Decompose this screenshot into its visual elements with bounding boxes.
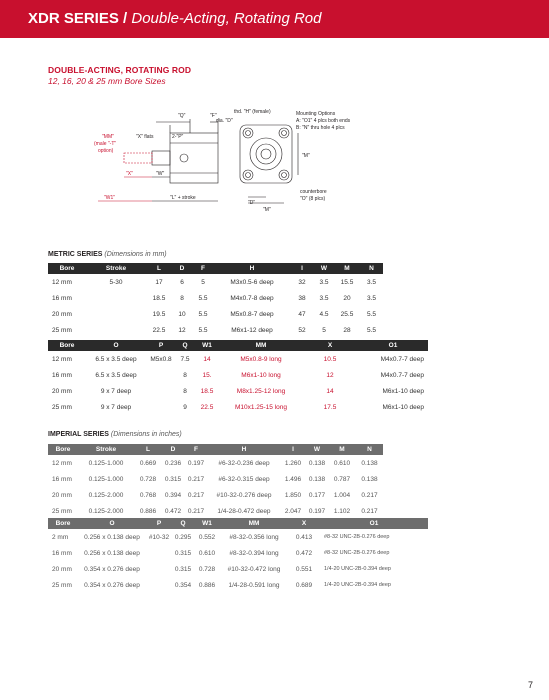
cell: 6	[180, 278, 184, 286]
cell: 5-30	[109, 278, 123, 286]
cell: M6x1-10 deep	[382, 387, 424, 395]
cell: 0.315	[164, 475, 182, 483]
cell	[146, 399, 176, 415]
cell: 0.315	[174, 549, 192, 557]
cell: 3.5	[366, 278, 377, 286]
cell: 0.138	[361, 475, 378, 483]
label-m-bottom: "M"	[263, 207, 271, 213]
cell: 0.768	[139, 491, 157, 499]
cell: 16 mm	[52, 549, 72, 557]
header-n: N	[356, 444, 383, 455]
header-p: P	[146, 518, 172, 529]
cell: 0.217	[361, 507, 378, 515]
cell: 0.669	[139, 459, 157, 467]
cell: 20 mm	[52, 310, 72, 318]
label-mount-a: A: "O1" 4 plcs both ends	[296, 118, 351, 124]
cell: 1.850	[284, 491, 302, 499]
cell: 5.5	[366, 326, 377, 334]
cell: 0.125-2.000	[88, 507, 124, 515]
label-m-side: "M"	[302, 153, 310, 159]
header-q: Q	[176, 340, 194, 351]
cell	[86, 306, 146, 322]
cell: 0.217	[361, 491, 378, 499]
header-f: F	[192, 263, 214, 274]
cylinder-body	[170, 133, 218, 183]
cell: 3.5	[319, 278, 329, 286]
cell: 5.5	[198, 326, 208, 334]
cell: M4x0.7-8 deep	[230, 294, 274, 302]
cell: 2 mm	[52, 533, 69, 541]
table-row	[48, 577, 428, 593]
cell	[86, 322, 146, 338]
header-i: I	[280, 444, 306, 455]
header-i: I	[290, 263, 314, 274]
imperial-table-2	[48, 518, 428, 593]
table-row	[48, 487, 383, 503]
cell: 0.354	[174, 581, 192, 589]
header-d: D	[172, 263, 192, 274]
cell: 1.496	[284, 475, 302, 483]
section-subtitle: 12, 16, 20 & 25 mm Bore Sizes	[48, 76, 166, 86]
metric-table-2	[48, 340, 428, 415]
title-separator: /	[123, 10, 128, 27]
cell: 20	[343, 294, 351, 302]
cell: 0.125-2.000	[88, 491, 124, 499]
label-x-flats: "X" flats	[136, 134, 154, 140]
cell: #8-32 UNC-2B-0.276 deep	[324, 534, 390, 540]
end-plate	[240, 125, 292, 183]
table-row	[48, 290, 383, 306]
cell: 0.728	[198, 565, 216, 573]
cell: 0.197	[308, 507, 326, 515]
header-m: M	[328, 444, 356, 455]
cell: 5.5	[198, 310, 208, 318]
cell: 18.5	[200, 387, 214, 395]
cell: 18.5	[152, 294, 166, 302]
cell: M5x0.8-9 long	[240, 355, 282, 363]
header-mm: MM	[220, 518, 288, 529]
cell	[146, 545, 172, 561]
label-f: "F"	[210, 113, 217, 119]
cell	[146, 383, 176, 399]
metric-label: METRIC SERIES	[48, 251, 103, 258]
cell: 17	[155, 278, 163, 286]
cell	[146, 577, 172, 593]
table-row	[48, 545, 428, 561]
cell: 25 mm	[52, 581, 72, 589]
cell: 12 mm	[52, 459, 72, 467]
label-p: 2-"P"	[172, 134, 184, 140]
cell: 0.177	[308, 491, 326, 499]
cell: M8x1.25-12 long	[236, 387, 286, 395]
cell: #6-32-0.315 deep	[218, 475, 270, 483]
header-h: H	[214, 263, 290, 274]
cell: 25 mm	[52, 403, 72, 411]
cell: 19.5	[152, 310, 166, 318]
cell: 38	[298, 294, 306, 302]
cell: 5.5	[366, 310, 377, 318]
header-h: H	[208, 444, 280, 455]
table-row	[48, 383, 428, 399]
section-title: DOUBLE-ACTING, ROTATING ROD	[48, 65, 192, 75]
cell: #8-32-0.356 long	[229, 533, 279, 541]
cell: 47	[298, 310, 306, 318]
cell: M6x1-12 deep	[231, 326, 273, 334]
header-w: W	[314, 263, 334, 274]
cell: 17.5	[323, 403, 337, 411]
cell: 0.394	[164, 491, 182, 499]
header-q: Q	[172, 518, 194, 529]
cell: 0.472	[164, 507, 182, 515]
cell: 25.5	[340, 310, 354, 318]
header-p: P	[146, 340, 176, 351]
cell: 9 x 7 deep	[100, 387, 132, 395]
cell: M10x1.25-15 long	[234, 403, 288, 411]
header-o: O	[86, 340, 146, 351]
cell: 1/4-20 UNC-2B-0.394 deep	[324, 566, 391, 572]
cell: #10-32	[148, 533, 170, 541]
metric-units: (Dimensions in mm)	[104, 251, 167, 258]
header-o1: O1	[320, 518, 428, 529]
rod	[152, 151, 170, 165]
table-row	[48, 529, 428, 545]
header-bore: Bore	[48, 340, 86, 351]
cell: 0.256 x 0.138 deep	[84, 549, 140, 557]
cell: #10-32-0.472 long	[227, 565, 281, 573]
header-stroke: Stroke	[86, 263, 146, 274]
table-row	[48, 306, 383, 322]
page-header-title	[28, 10, 321, 27]
cell: 0.354 x 0.276 deep	[84, 565, 140, 573]
metric-table-1	[48, 263, 383, 338]
cell: 0.610	[333, 459, 351, 467]
cell: M5x0.8	[150, 355, 172, 363]
cell: 20 mm	[52, 387, 72, 395]
cell: 7.5	[180, 355, 190, 363]
cell: M6x1-10 deep	[382, 403, 424, 411]
label-w: "W"	[156, 171, 165, 177]
table-row	[48, 503, 383, 519]
label-male: (male "-T"	[94, 141, 117, 147]
header-n: N	[360, 263, 383, 274]
cell: 0.552	[198, 533, 216, 541]
label-w1: "W1"	[104, 195, 116, 201]
cell: 1/4-20 UNC-2B-0.394 deep	[324, 582, 391, 588]
cell: 16 mm	[52, 294, 72, 302]
cell: 0.256 x 0.138 deep	[84, 533, 140, 541]
cell: 0.728	[139, 475, 157, 483]
cell: 0.295	[174, 533, 192, 541]
cell: 16 mm	[52, 371, 72, 379]
cell: 6.5 x 3.5 deep	[95, 355, 137, 363]
cell: 20 mm	[52, 491, 72, 499]
cell: 10.5	[323, 355, 337, 363]
cell: 4.5	[319, 310, 329, 318]
table-row	[48, 471, 383, 487]
cell: 0.125-1.000	[88, 459, 124, 467]
cell: 52	[298, 326, 306, 334]
page-number: 7	[527, 680, 533, 690]
table-row	[48, 274, 383, 290]
cell: 3.5	[319, 294, 329, 302]
table-row	[48, 367, 428, 383]
header-o1: O1	[358, 340, 428, 351]
header-bore: Bore	[48, 444, 78, 455]
cell: 0.217	[187, 475, 205, 483]
cell: 1.260	[284, 459, 302, 467]
header-w: W	[306, 444, 328, 455]
cell: 3.5	[366, 294, 377, 302]
label-mount-b: B: "N" thru hole 4 plcs	[296, 125, 345, 131]
cell: 0.125-1.000	[88, 475, 124, 483]
cell: 12	[178, 326, 186, 334]
cell: #6-32-0.236 deep	[218, 459, 270, 467]
cell: M5x0.8-7 deep	[230, 310, 274, 318]
label-x: "X"	[126, 171, 133, 177]
series-subtitle: Double-Acting, Rotating Rod	[131, 10, 322, 27]
cell: 1/4-28-0.591 long	[228, 581, 280, 589]
cell	[86, 290, 146, 306]
cell: 0.354 x 0.276 deep	[84, 581, 140, 589]
header-d: D	[162, 444, 184, 455]
cell: 0.138	[361, 459, 378, 467]
cell: 12 mm	[52, 355, 72, 363]
header-stroke: Stroke	[78, 444, 134, 455]
cell: M3x0.5-6 deep	[230, 278, 274, 286]
cell: 8	[183, 387, 187, 395]
cell: 0.886	[139, 507, 157, 515]
cell: 8	[180, 294, 184, 302]
table-row	[48, 322, 383, 338]
label-mounting-options: Mounting Options	[296, 111, 336, 117]
header-x: X	[302, 340, 358, 351]
cell: 14	[203, 355, 211, 363]
header-f: F	[184, 444, 208, 455]
cell: 12	[326, 371, 334, 379]
cell: 32	[298, 278, 306, 286]
table-row	[48, 561, 428, 577]
cell: 25 mm	[52, 507, 72, 515]
header-mm: MM	[220, 340, 302, 351]
label-thd-h: thd. "H" (female)	[234, 109, 271, 115]
cell: 16 mm	[52, 475, 72, 483]
male-rod-option	[124, 153, 152, 163]
cell: 1/4-28-0.472 deep	[217, 507, 271, 515]
label-counterbore: counterbore	[300, 189, 327, 195]
cell: 15.	[202, 371, 212, 379]
label-q: "Q"	[178, 113, 186, 119]
imperial-units: (Dimensions in inches)	[110, 431, 182, 438]
header-bar	[0, 0, 549, 38]
cell: 0.138	[308, 475, 326, 483]
header-l: L	[134, 444, 162, 455]
header-w1: W1	[194, 340, 220, 351]
header-x: X	[288, 518, 320, 529]
cell: 12 mm	[52, 278, 72, 286]
header-o: O	[78, 518, 146, 529]
cell: 28	[343, 326, 351, 334]
cell: 5	[322, 326, 326, 334]
cell: 1.102	[333, 507, 351, 515]
label-d-bottom: "D"	[248, 200, 256, 206]
header-m: M	[334, 263, 360, 274]
cell: 22.5	[200, 403, 214, 411]
cell: 0.886	[198, 581, 216, 589]
cell: #8-32-0.394 long	[229, 549, 279, 557]
cell: 0.236	[164, 459, 182, 467]
cell: 10	[178, 310, 186, 318]
cell: 20 mm	[52, 565, 72, 573]
header-w1: W1	[194, 518, 220, 529]
cell: M4x0.7-7 deep	[380, 371, 424, 379]
cell: #8-32 UNC-2B-0.276 deep	[324, 550, 390, 556]
cell: #10-32-0.276 deep	[216, 491, 272, 499]
cell: 0.610	[198, 549, 216, 557]
cell	[146, 561, 172, 577]
imperial-series-heading	[48, 431, 182, 438]
cell: 0.197	[187, 459, 205, 467]
cell: M6x1-10 long	[241, 371, 281, 379]
metric-series-heading	[48, 251, 167, 258]
cell: 5.5	[198, 294, 208, 302]
cell: 0.413	[295, 533, 313, 541]
table-row	[48, 399, 428, 415]
cell: 9 x 7 deep	[100, 403, 132, 411]
cell: 2.047	[284, 507, 302, 515]
cell	[146, 367, 176, 383]
label-counterbore-o: "O" (8 plcs)	[300, 196, 326, 202]
cell: 5	[201, 278, 205, 286]
cell: 0.689	[295, 581, 313, 589]
table-row	[48, 455, 383, 471]
cell: 25 mm	[52, 326, 72, 334]
cell: 0.787	[333, 475, 351, 483]
cell: M4x0.7-7 deep	[380, 355, 424, 363]
table-row	[48, 351, 428, 367]
imperial-table-1	[48, 444, 383, 519]
cell: 0.472	[295, 549, 313, 557]
label-option: option)	[98, 148, 114, 154]
series-name: XDR SERIES	[28, 10, 119, 27]
cell: 1.004	[333, 491, 351, 499]
cell: 22.5	[152, 326, 166, 334]
header-bore: Bore	[48, 518, 78, 529]
label-l-stroke: "L" + stroke	[170, 195, 196, 201]
cell: 0.315	[174, 565, 192, 573]
cell: 0.217	[187, 491, 205, 499]
label-dia-d: dia. "D"	[216, 118, 233, 124]
cell: 15.5	[340, 278, 354, 286]
label-mm: "MM"	[102, 134, 114, 140]
cell: 8	[183, 371, 187, 379]
cell: 14	[326, 387, 334, 395]
cell: 0.551	[295, 565, 313, 573]
cell: 0.138	[308, 459, 326, 467]
cell: 0.217	[187, 507, 205, 515]
header-l: L	[146, 263, 172, 274]
cell: 6.5 x 3.5 deep	[95, 371, 137, 379]
imperial-label: IMPERIAL SERIES	[48, 431, 109, 438]
cell: 9	[183, 403, 187, 411]
header-bore: Bore	[48, 263, 86, 274]
cylinder-drawing	[60, 105, 400, 220]
